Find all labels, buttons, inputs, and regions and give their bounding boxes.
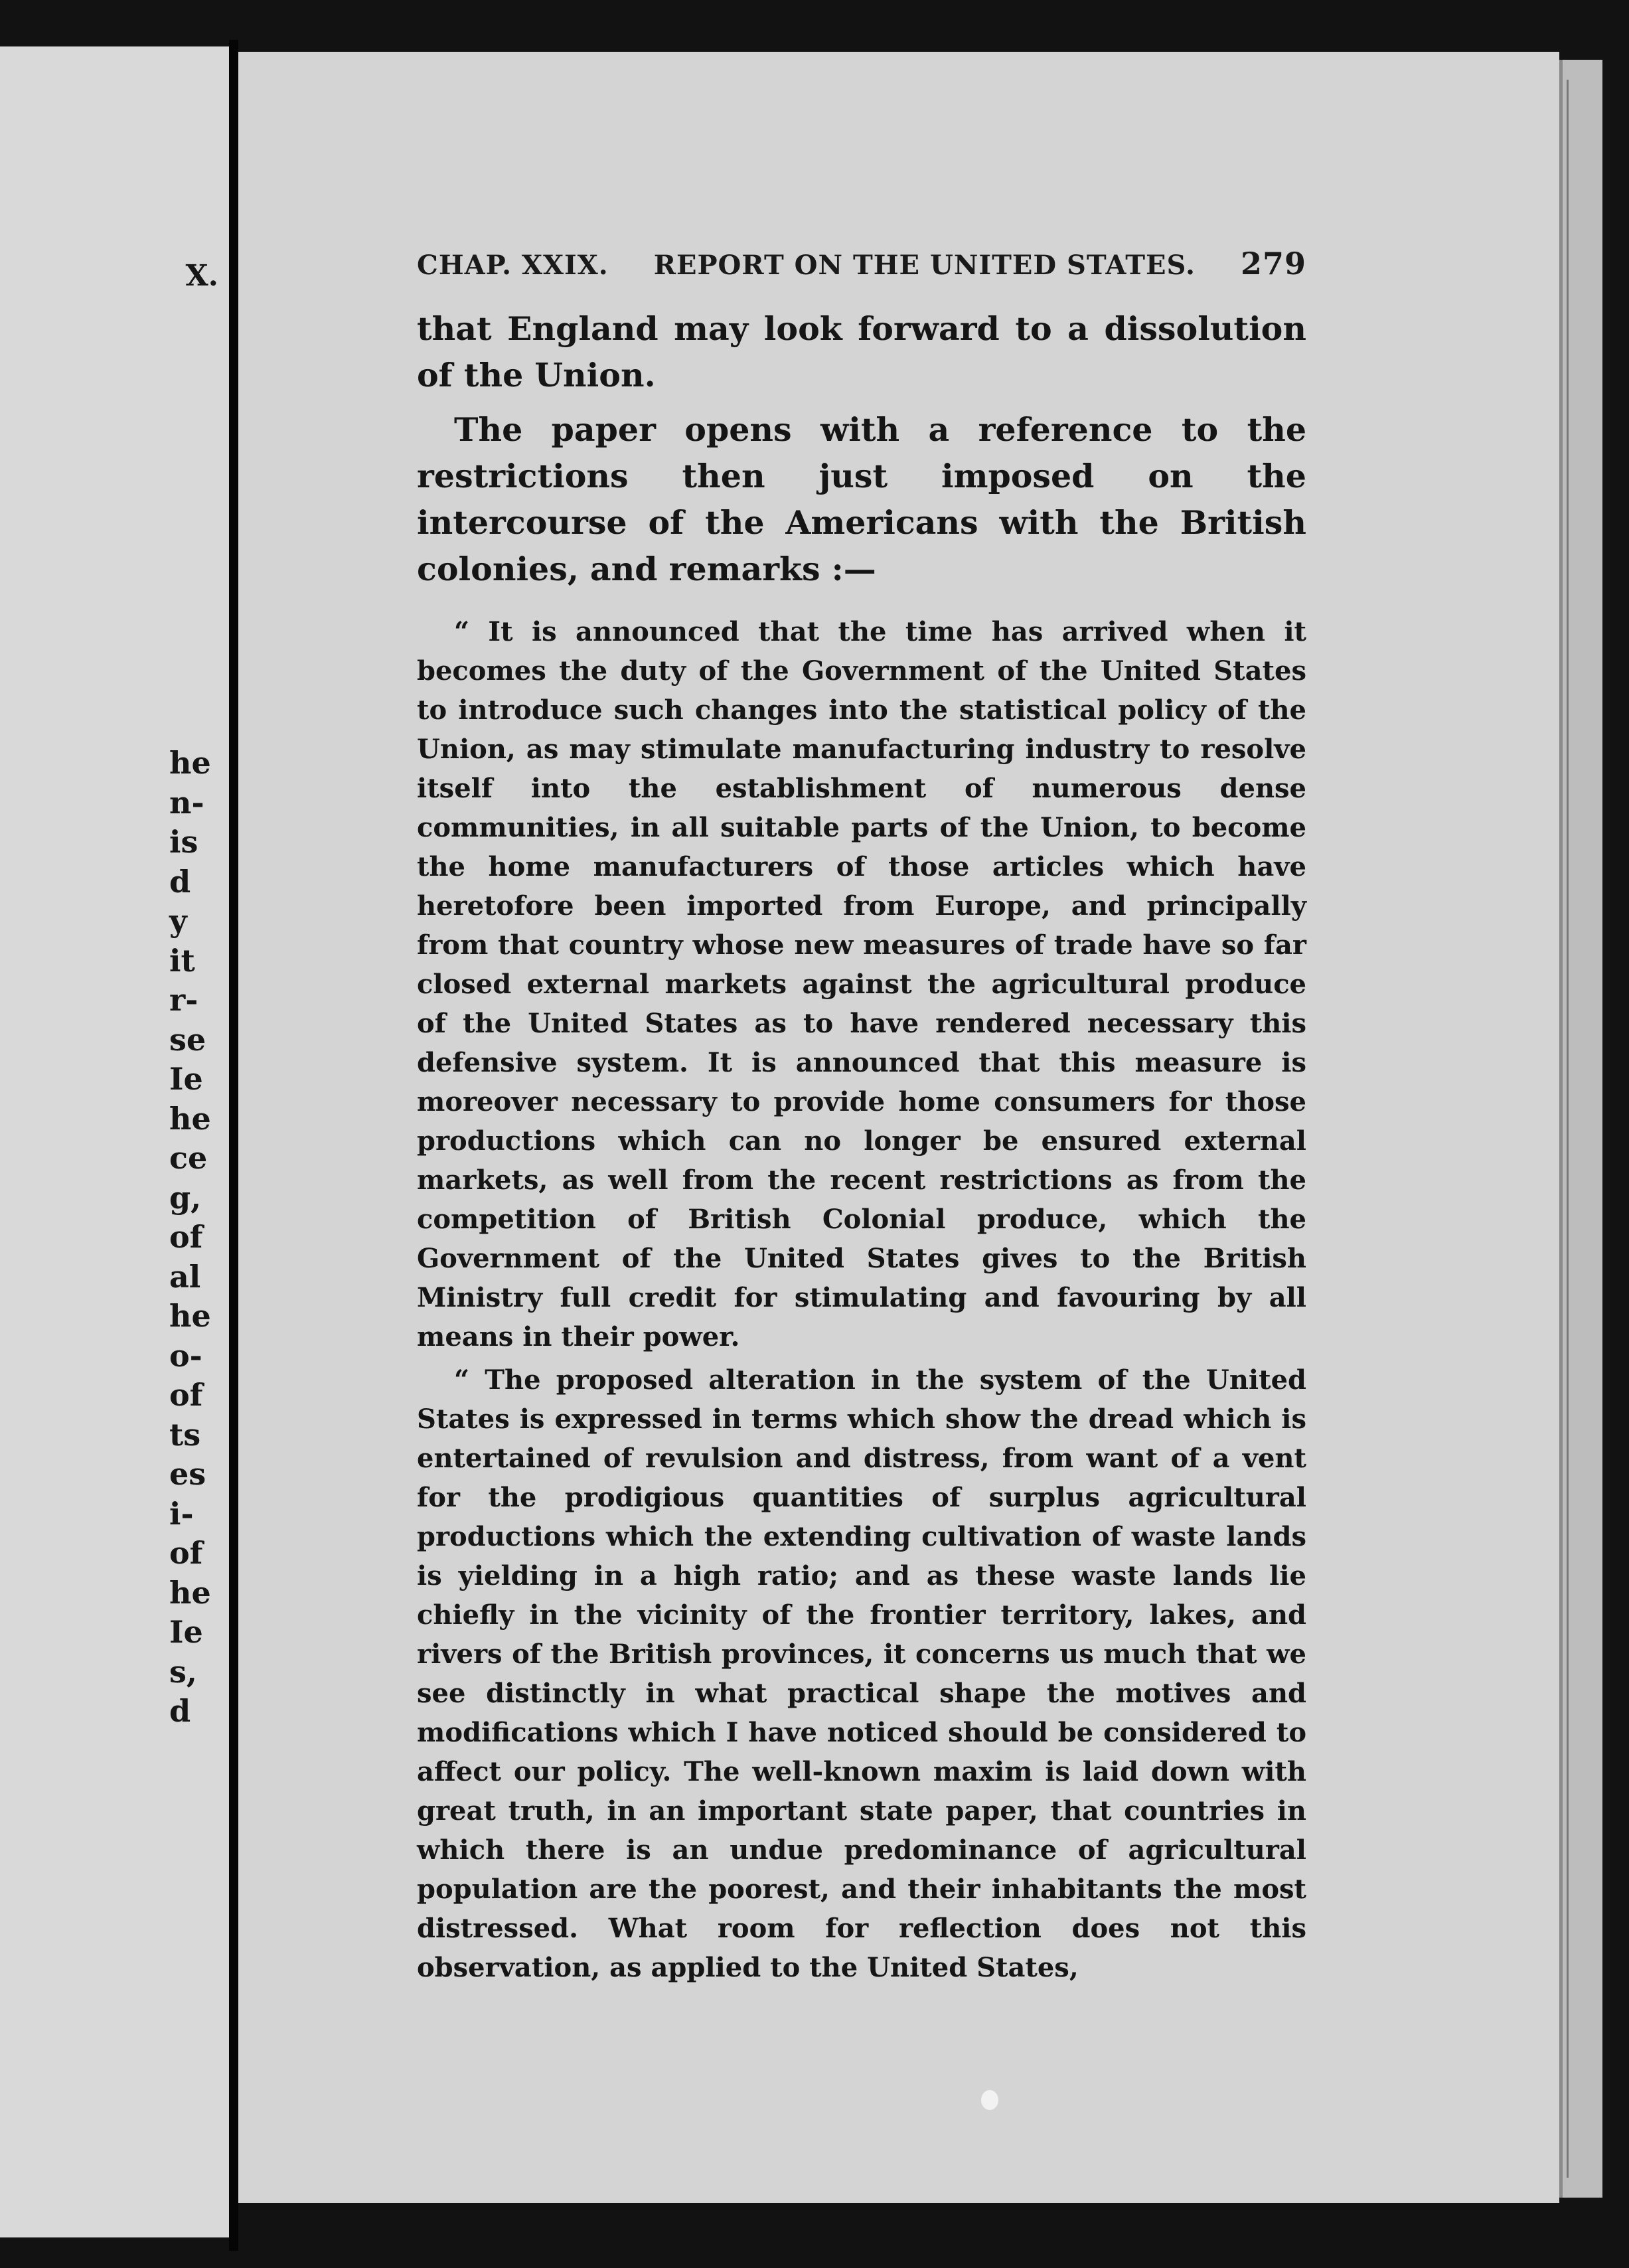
previous-page-line-end: o- bbox=[169, 1337, 202, 1374]
previous-page-line-end: of bbox=[169, 1535, 203, 1571]
previous-page-fragment bbox=[0, 46, 229, 2237]
previous-page-line-end: al bbox=[169, 1258, 201, 1295]
chapter-label: CHAP. XXIX. bbox=[417, 250, 609, 281]
previous-page-line-end: es bbox=[169, 1456, 206, 1492]
page-content bbox=[417, 246, 1306, 1987]
previous-page-line-end: n- bbox=[169, 784, 204, 821]
previous-page-line-end: it bbox=[169, 942, 195, 979]
previous-page-line-end: Ie bbox=[169, 1061, 203, 1097]
previous-page-line-end: of bbox=[169, 1377, 203, 1413]
previous-page-line-end: he bbox=[169, 1574, 211, 1611]
running-head bbox=[417, 246, 1306, 282]
quoted-paragraph-2: “ The proposed alteration in the system of the United States is expressed in terms which show the dread which is entertained of revulsion and distress, from want of a vent for the prodigious quantities of surplus agricultural productions which the extending cultivation of waste lands is yielding in a high ratio; and as these waste lands lie chiefly in the vicinity of the frontier territory, lakes, and rivers of the British provinces, it concerns us much that we see distinctly in what practical shape the motives and modifications which I have noticed should be considered to affect our policy. The well-known maxim is laid down with great truth, in an important state paper, that countries in which there is an undue predominance of agricultural population are the poorest, and their inhabitants the most distressed. What room for reflection does not this observation, as applied to the United States, bbox=[417, 1364, 1306, 1983]
previous-page-line-end: i- bbox=[169, 1495, 194, 1532]
previous-page-line-end: he bbox=[169, 745, 211, 781]
intro-paragraph: The paper opens with a reference to the restrictions then just imposed on the intercourse of the Americans with the British colonies, and remarks :— bbox=[417, 410, 1306, 588]
continuation-paragraph: that England may look forward to a dissolution of the Union. bbox=[417, 309, 1306, 394]
page-edge bbox=[1559, 60, 1602, 2198]
previous-page-line-end: he bbox=[169, 1298, 211, 1334]
previous-page-line-end: se bbox=[169, 1021, 206, 1058]
paper-speck bbox=[981, 2090, 998, 2110]
previous-page-line-end: ts bbox=[169, 1416, 201, 1453]
previous-page-line-end: of bbox=[169, 1219, 203, 1255]
page-number: 279 bbox=[1240, 246, 1306, 282]
previous-page-line-end: is bbox=[169, 824, 198, 860]
previous-page-line-end: d bbox=[169, 1693, 191, 1729]
book-gutter bbox=[229, 40, 238, 2251]
previous-page-line-end: d bbox=[169, 863, 191, 900]
previous-page-header-fragment: X. bbox=[185, 259, 218, 293]
previous-page-line-end: g, bbox=[169, 1179, 202, 1216]
quoted-paragraph-1: “ It is announced that the time has arrived when it becomes the duty of the Government of the United States to introduce such changes into the statistical policy of the Union, as may stimulate manufacturing industry to resolve itself into the establishment of numerous dense communities, in all suitable parts of the Union, to become the home manufacturers of those articles which have heretofore been imported from Europe, and principally from that country whose new measures of trade have so far closed external markets against the agricultural produce of the United States as to have rendered necessary this defensive system. It is announced that this measure is moreover necessary to provide home consumers for those productions which can no longer be ensured external markets, as well from the recent restrictions as from the competition of British Colonial produce, which the Government of the United States gives to the British Ministry full credit for stimulating and favouring by all means in their power. bbox=[417, 616, 1306, 1352]
previous-page-line-end: s, bbox=[169, 1653, 197, 1690]
previous-page-line-end: y bbox=[169, 903, 187, 939]
running-title: REPORT ON THE UNITED STATES. bbox=[653, 250, 1196, 281]
page-edge-line bbox=[1567, 80, 1569, 2178]
previous-page-line-end: Ie bbox=[169, 1614, 203, 1650]
previous-page-line-end: ce bbox=[169, 1140, 208, 1176]
previous-page-line-ends bbox=[169, 744, 222, 1732]
previous-page-line-end: he bbox=[169, 1100, 211, 1137]
previous-page-line-end: r- bbox=[169, 982, 198, 1018]
